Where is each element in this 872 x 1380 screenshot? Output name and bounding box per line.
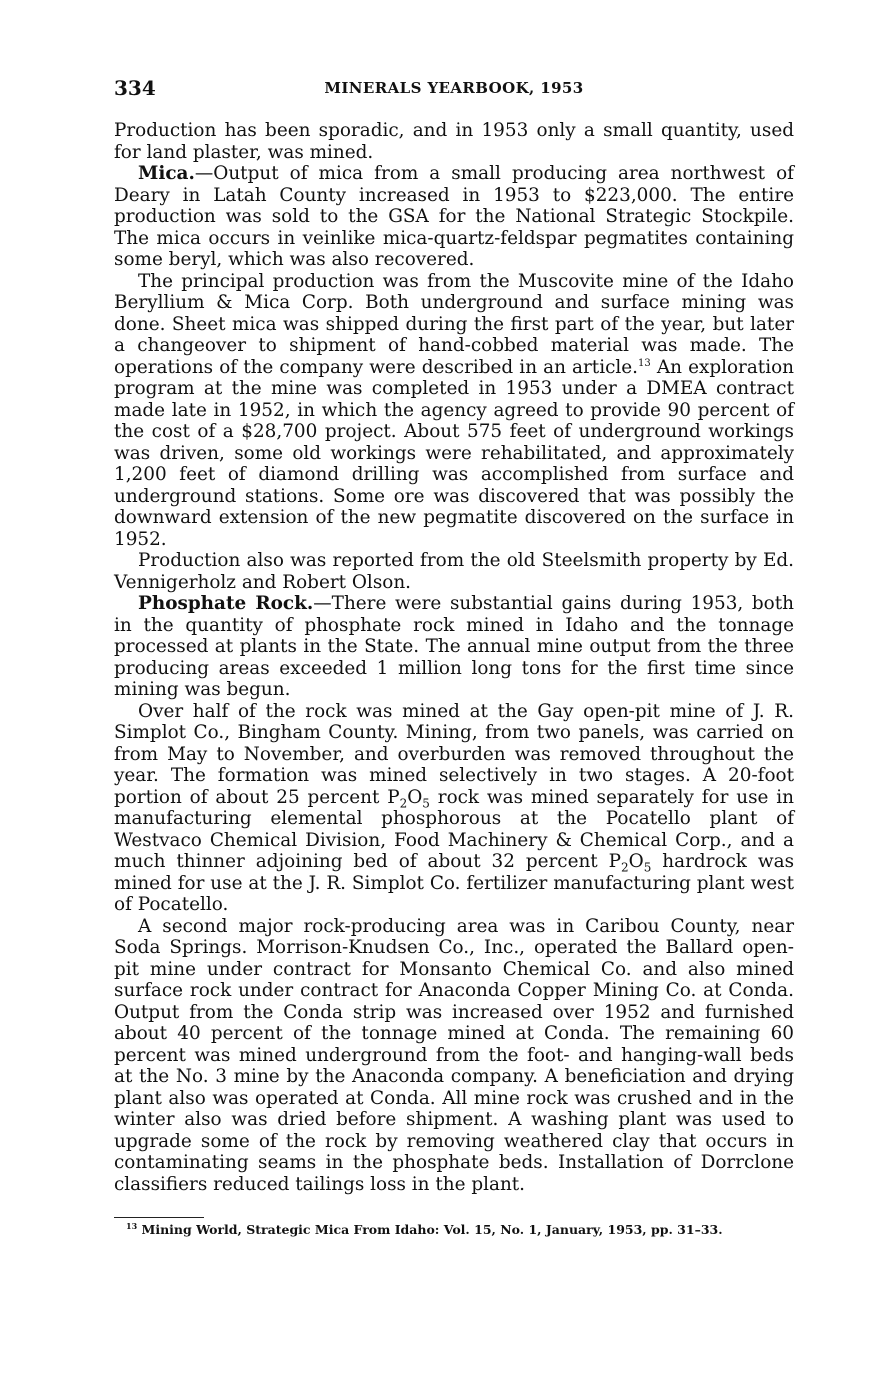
paragraph-gay-text-c: rock was mined separately for use in manufacturing elemental phosphorous at the Pocatello plant of Westvaco Chemical Division, Food Machinery & Chemical Corp., and a much thinner adjoining bed of about 32 percent P bbox=[114, 786, 794, 872]
subscript: 5 bbox=[643, 860, 652, 875]
subscript: 2 bbox=[620, 860, 629, 875]
subscript: 5 bbox=[422, 796, 430, 811]
subscript: 2 bbox=[399, 796, 408, 811]
section-heading-phosphate-rock: Phosphate Rock. bbox=[138, 593, 314, 614]
section-heading-mica: Mica. bbox=[138, 163, 195, 184]
paragraph-steelsmith: Production also was reported from the old Steelsmith property by Ed. Vennigerholz and Robert Olson. bbox=[114, 550, 794, 593]
paragraph-gay-text-b: O bbox=[407, 786, 423, 808]
paragraph-muscovite-mine bbox=[114, 271, 794, 551]
footnote-reference-13: 13 bbox=[638, 357, 651, 369]
paragraph-phosphate-text: —There were substantial gains during 1953, both in the quantity of phosphate rock mined in Idaho and the tonnage processed at plants in the State. The annual mine output from the three producing areas exceeded 1 million long tons for the first time since mining was begun. bbox=[114, 593, 794, 700]
body-text bbox=[114, 120, 794, 1195]
paragraph-mica-text: —Output of mica from a small producing area northwest of Deary in Latah County increased in 1953 to $223,000. The entire production was sold to the GSA for the National Strategic Stockpile. The mica occurs in veinlike mica-quartz-feldspar pegmatites containing some beryl, which was also recovered. bbox=[114, 163, 794, 270]
footnote-marker: 13 bbox=[126, 1220, 138, 1231]
footnote-divider bbox=[114, 1217, 204, 1218]
paragraph-caribou-county: A second major rock-producing area was in Caribou County, near Soda Springs. Morrison-Knudsen Co., Inc., operated the Ballard open-pit mine under contract for Monsanto Chemical Co. and also mined surface rock under contract for Anaconda Copper Mining Co. at Conda. Output from the Conda strip was increased over 1952 and furnished about 40 percent of the tonnage mined at Conda. The remaining 60 percent was mined underground from the foot- and hanging-wall beds at the No. 3 mine by the Anaconda company. A beneficiation and drying plant also was operated at Conda. All mine rock was crushed and in the winter also was dried before shipment. A washing plant was used to upgrade some of the rock by removing weathered clay that occurs in contaminating seams in the phosphate beds. Installation of Dorrclone classifiers reduced tailings loss in the plant. bbox=[114, 915, 794, 1195]
paragraph-gay-mine bbox=[114, 701, 794, 916]
paragraph-land-plaster: Production has been sporadic, and in 1953 only a small quantity, used for land plaster, was mined. bbox=[114, 120, 794, 163]
paragraph-mica bbox=[114, 163, 794, 271]
paragraph-muscovite-text-b: An exploration program at the mine was completed in 1953 under a DMEA contract made late in 1952, in which the agency agreed to provide 90 percent of the cost of a $28,700 project. About 575 feet of underground workings was driven, some old workings were rehabilitated, and approximately 1,200 feet of diamond drilling was accomplished from surface and underground stations. Some ore was discovered that was possibly the downward extension of the new pegmatite discovered on the surface in 1952. bbox=[114, 356, 794, 550]
running-head: MINERALS YEARBOOK, 1953 bbox=[324, 79, 584, 97]
paragraph-phosphate-rock bbox=[114, 593, 794, 701]
footnote bbox=[114, 1222, 806, 1237]
paragraph-gay-text-d: O bbox=[628, 851, 644, 872]
footnote-text: Mining World, Strategic Mica From Idaho: Vol. 15, No. 1, January, 1953, pp. 31–33. bbox=[137, 1222, 723, 1237]
page-header bbox=[114, 76, 794, 102]
paragraph-muscovite-text-a: The principal production was from the Muscovite mine of the Idaho Beryllium & Mica Corp. Both underground and surface mining was done. Sheet mica was shipped during the first part of the year, but later a changeover to shipment of hand-cobbed material was made. The operations of the company were described in an article. bbox=[114, 270, 794, 378]
page-number: 334 bbox=[114, 76, 156, 100]
paragraph-gay-text-a: Over half of the rock was mined at the Gay open-pit mine of J. R. Simplot Co., Bingham County. Mining, from two panels, was carried on from May to November, and overburden was removed throughout the year. The formation was mined selectively in two stages. A 20-foot portion of about 25 percent P bbox=[114, 700, 794, 808]
paragraph-gay-text-e: hardrock was mined for use at the J. R. Simplot Co. fertilizer manufacturing plant west of Pocatello. bbox=[114, 851, 795, 915]
